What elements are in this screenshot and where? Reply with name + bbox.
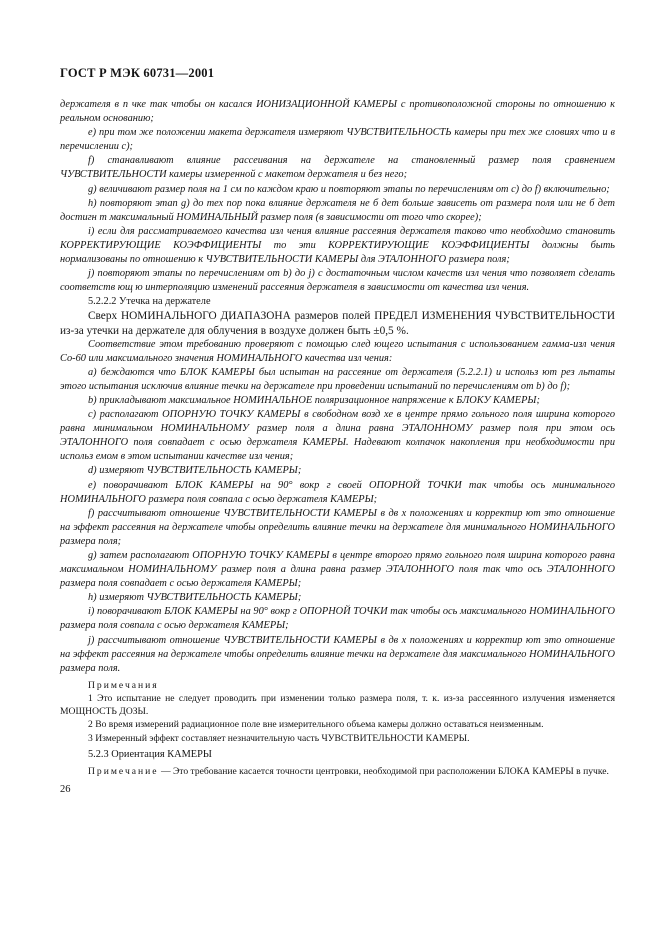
final-note-label: Примечание	[88, 765, 159, 777]
section-heading-orientation: 5.2.3 Ориентация КАМЕРЫ	[88, 748, 212, 760]
note-item: 3 Измеренный эффект составляет незначительную часть ЧУВСТВИТЕЛЬНОСТИ КАМЕРЫ.	[88, 732, 470, 744]
paragraph-item-g-enlarge: g) величивают размер поля на 1 см по каждом краю и повторяют этапы по перечислениям от с) до f) включительно;	[88, 183, 610, 195]
paragraph-step-j: j) рассчитывают отношение ЧУВСТВИТЕЛЬНОСТИ КАМЕРЫ в дв х положениях и корректир ют это отношение на эффект рассеяния на держателе чтобы определить влияние течки на держателе для максимального НОМИНАЛЬНОГО размера поля.	[60, 634, 615, 674]
paragraph-step-i: i) поворачивают БЛОК КАМЕРЫ на 90° вокр г ОПОРНОЙ ТОЧКИ так чтобы ось максимального НОМИНАЛЬНОГО размера поля совпала с осью держателя КАМЕРЫ;	[60, 606, 615, 632]
paragraph-step-g: g) затем располагают ОПОРНУЮ ТОЧКУ КАМЕРЫ в центре второго прямо гольного поля ширина которого равна максимальном НОМИНАЛЬНОМУ размер поля а длина равна размер ЭТАЛОННОГО поля так что ось ЭТАЛОННОГО размера поля совпадает с осью держателя КАМЕРЫ;	[60, 550, 615, 590]
notes-heading: Примечания	[88, 679, 159, 691]
final-note-text: — Это требование касается точности центровки, необходимой при расположении БЛОКА КАМЕРЫ в пучке.	[158, 765, 609, 777]
notes-block	[60, 679, 615, 745]
paragraph-compliance-check: Соответствие этом требованию проверяют с помощью след ющего испытания с использованием гамма-изл чения Со-60 или максимального значения НОМИНАЛЬНОГО качества изл чения:	[60, 338, 615, 364]
paragraph-step-b: b) прикладывают максимальное НОМИНАЛЬНОЕ поляризационное напряжение к БЛОКУ КАМЕРЫ;	[88, 394, 540, 406]
paragraph-holder-placement: держателя в п чке так чтобы он касался ИОНИЗАЦИОННОЙ КАМЕРЫ с противоположной стороны по отношению к реальном основанию;	[60, 99, 615, 125]
paragraph-step-c: с) располагают ОПОРНУЮ ТОЧКУ КАМЕРЫ в свободном возд хе в центре прямо гольного поля ширина которого равна минимальном НОМИНАЛЬНОМУ размер поля а длина равна ЭТАЛОННОМУ размер поля при этом ось ЭТАЛОННОГО поля совпадает с осью держателя КАМЕРЫ. Надевают колпачок накопления при необходимости при использ емом в этом испытании качестве изл чения;	[60, 409, 615, 463]
paragraph-step-f: f) рассчитывают отношение ЧУВСТВИТЕЛЬНОСТИ КАМЕРЫ в дв х положениях и корректир ют это отношение на эффект рассеяния на держателе чтобы определить влияние течки на держателе для минимального НОМИНАЛЬНОГО размера поля;	[60, 507, 615, 547]
paragraph-item-j-interpolation: j) повторяют этапы по перечислениям от b) до j) с достаточным числом качеств изл чения что позволяет сделать соответств ющ ю интерполяцию изменений рассеяния держателя в зависимости от качества изл чения.	[60, 268, 615, 294]
paragraph-step-d: d) измеряют ЧУВСТВИТЕЛЬНОСТЬ КАМЕРЫ;	[88, 465, 302, 477]
paragraph-item-h-repeat: h) повторяют этап g) до тех пор пока влияние держателя не б дет больше зависеть от размера поля или не б дет достигн т максимальный НОМИНАЛЬНЫЙ размер поля (в зависимости от того что скорее);	[60, 197, 615, 223]
document-header: ГОСТ Р МЭК 60731—2001	[60, 66, 215, 80]
paragraph-item-i-correction: i) если для рассматриваемого качества изл чения влияние рассеяния держателя таково что необходимо становить КОРРЕКТИРУЮЩИЕ КОЭФФИЦИЕНТЫ то эти КОРРЕКТИРУЮЩИЕ КОЭФФИЦИЕНТЫ должны быть нормализованы по отношению к ЧУВСТВИТЕЛЬНОСТИ КАМЕРЫ для ЭТАЛОННОГО размера поля;	[60, 225, 615, 266]
document-body	[60, 98, 615, 797]
note-item: 1 Это испытание не следует проводить при изменении только размера поля, т. к. из-за рассеянного излучения изменяется МОЩНОСТЬ ДОЗЫ.	[60, 693, 615, 718]
note-item: 2 Во время измерений радиационное поле вне измерительного объема камеры должно оставаться неизменным.	[88, 719, 544, 731]
paragraph-step-e: е) поворачивают БЛОК КАМЕРЫ на 90° вокр г своей ОПОРНОЙ ТОЧКИ так чтобы ось минимального НОМИНАЛЬНОГО размера поля совпала с осью держателя КАМЕРЫ;	[60, 479, 615, 505]
paragraph-step-a: а) беждаются что БЛОК КАМЕРЫ был испытан на рассеяние от держателя (5.2.2.1) и использ ют рез льтаты этого испытания исключив влияние течки на держателе при проведении испытаний по перечислениям от b) до f);	[60, 366, 615, 392]
page-number: 26	[60, 784, 71, 796]
paragraph-leakage-requirement: Сверх НОМИНАЛЬНОГО ДИАПАЗОНА размеров полей ПРЕДЕЛ ИЗМЕНЕНИЯ ЧУВСТВИТЕЛЬНОСТИ из-за утечки на держателе для облучения в воздухе должен быть ±0,5 %.	[60, 310, 615, 337]
paragraph-item-e-measure: е) при том же положении макета держателя измеряют ЧУВСТВИТЕЛЬНОСТЬ камеры при тех же словиях что и в перечислении с);	[60, 127, 615, 153]
subsection-heading-leakage: 5.2.2.2 Утечка на держателе	[88, 296, 211, 308]
final-note	[60, 765, 615, 778]
paragraph-step-h: h) измеряют ЧУВСТВИТЕЛЬНОСТЬ КАМЕРЫ;	[88, 592, 302, 604]
paragraph-item-f-scatter: f) станавливают влияние рассеивания на держателе на становленный размер поля сравнением ЧУВСТВИТЕЛЬНОСТИ камеры измеренной с макетом держателя и без него;	[60, 155, 615, 181]
